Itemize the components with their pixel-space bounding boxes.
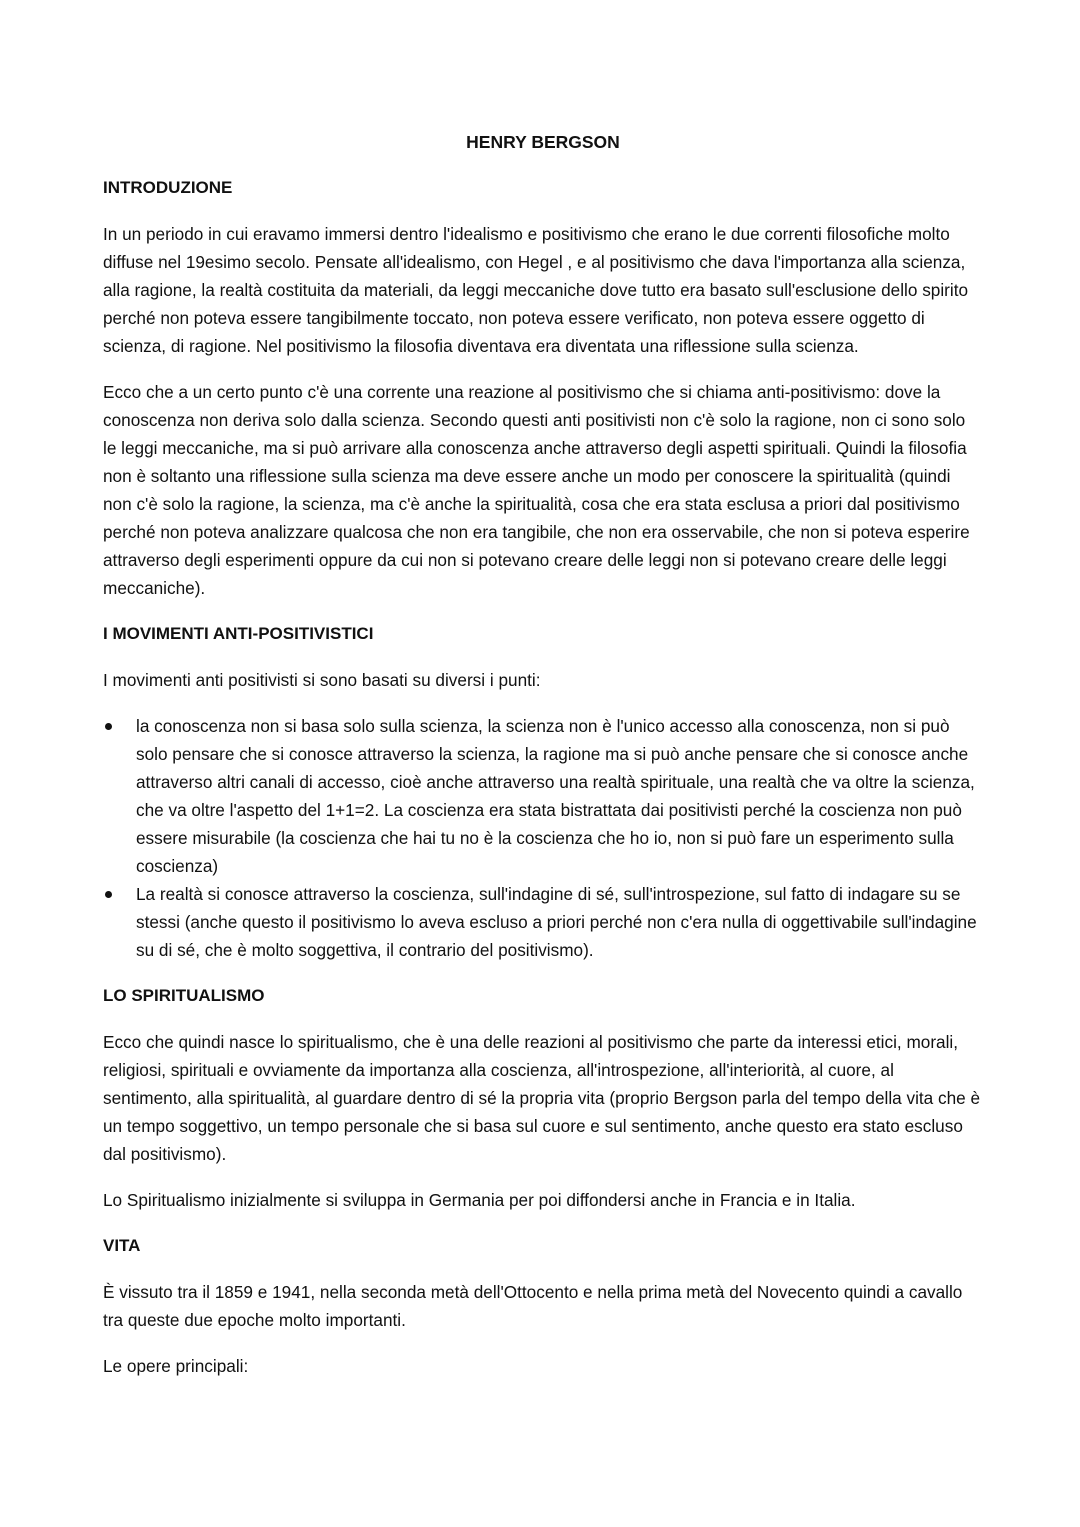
list-item-text: La realtà si conosce attraverso la coscienza, sull'indagine di sé, sull'introspezione, sul fatto di indagare su se stessi (anche questo il positivismo lo aveva escluso a priori perché non c'era nulla di oggettivabile sull'indagine su di sé, che è molto soggettiva, il contrario del positivismo). [136,884,977,960]
heading-spiritualismo: LO SPIRITUALISMO [103,986,265,1005]
paragraph-vita-2: Le opere principali: [103,1356,249,1376]
list-item [103,880,983,964]
paragraph-introduzione-2: Ecco che a un certo punto c'è una corrente una reazione al positivismo che si chiama anti-positivismo: dove la conoscenza non deriva solo dalla scienza. Secondo questi anti positivisti non c'è solo la ragione, non ci sono solo le leggi meccaniche, ma si può arrivare alla conoscenza anche attraverso degli aspetti spirituali. Quindi la filosofia non è soltanto una riflessione sulla scienza ma deve essere anche un modo per conoscere la spiritualità (quindi non c'è solo la ragione, la scienza, ma c'è anche la spiritualità, cosa che era stata esclusa a priori dal positivismo perché non poteva analizzare qualcosa che non era tangibile, che non era osservabile, che non si poteva esperire attraverso degli esperimenti oppure da cui non si potevano creare delle leggi non si potevano creare delle leggi meccaniche). [103,382,970,598]
bullet-dot-icon [105,891,112,898]
list-item [103,712,983,880]
list-item-text: la conoscenza non si basa solo sulla scienza, la scienza non è l'unico accesso alla conoscenza, non si può solo pensare che si conosce attraverso la scienza, la ragione ma si può anche pensare che si conosce anche attraverso altri canali di accesso, cioè anche attraverso una realtà spirituale, una realtà che va oltre la scienza, che va oltre l'aspetto del 1+1=2. La coscienza era stata bistrattata dai positivisti perché la coscienza non può essere misurabile (la coscienza che hai tu no è la coscienza che ho io, non si può fare un esperimento sulla coscienza) [136,716,975,876]
paragraph-introduzione-1: In un periodo in cui eravamo immersi dentro l'idealismo e positivismo che erano le due correnti filosofiche molto diffuse nel 19esimo secolo. Pensate all'idealismo, con Hegel , e al positivismo che dava l'importanza alla scienza, alla ragione, la realtà costituita da materiali, da leggi meccaniche dove tutto era basato sull'esclusione dello spirito perché non poteva essere tangibilmente toccato, non poteva essere verificato, non poteva essere oggetto di scienza, di ragione. Nel positivismo la filosofia diventava era diventata una riflessione sulla scienza. [103,224,969,356]
heading-introduzione: INTRODUZIONE [103,178,233,197]
heading-vita: VITA [103,1236,141,1255]
paragraph-spiritualismo-2: Lo Spiritualismo inizialmente si sviluppa in Germania per poi diffondersi anche in Francia e in Italia. [103,1190,856,1210]
document-page [103,128,983,1398]
paragraph-spiritualismo-1: Ecco che quindi nasce lo spiritualismo, che è una delle reazioni al positivismo che parte da interessi etici, morali, religiosi, spirituali e ovviamente da importanza alla coscienza, all'introspezione, all'interiorità, al cuore, al sentimento, alla spiritualità, al guardare dentro di sé la propria vita (proprio Bergson parla del tempo della vita che è un tempo soggettivo, un tempo personale che si basa sul cuore e sul sentimento, anche questo era stato escluso dal positivismo). [103,1032,981,1164]
document-title: HENRY BERGSON [466,132,620,152]
bullet-list-movimenti [103,712,983,964]
paragraph-movimenti-intro: I movimenti anti positivisti si sono basati su diversi i punti: [103,670,541,690]
paragraph-vita-1: È vissuto tra il 1859 e 1941, nella seconda metà dell'Ottocento e nella prima metà del Novecento quindi a cavallo tra queste due epoche molto importanti. [103,1282,963,1330]
bullet-dot-icon [105,723,112,730]
heading-movimenti: I MOVIMENTI ANTI-POSITIVISTICI [103,624,374,643]
